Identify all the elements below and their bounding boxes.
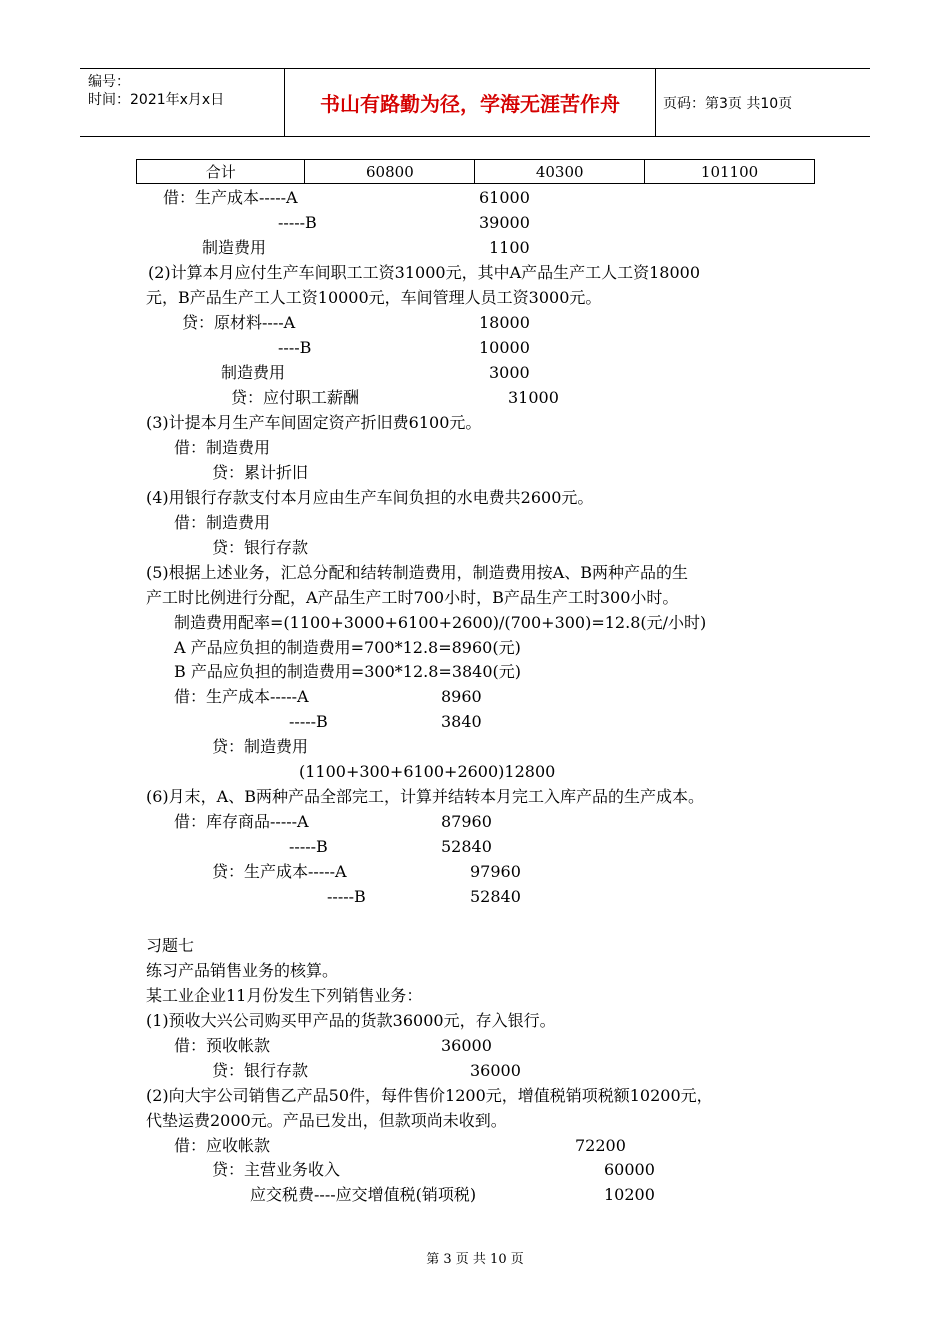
entry-line: 应交税费----应交增值税(销项税) xyxy=(250,1185,477,1204)
header-motto: 书山有路勤为径，学海无涯苦作舟 xyxy=(320,92,620,116)
entry-line: 借：生产成本-----A xyxy=(163,188,298,207)
table-cell: 40300 xyxy=(475,160,645,184)
table-cell: 60800 xyxy=(305,160,475,184)
entry-line: -----B xyxy=(289,712,328,731)
entry-line: 贷：银行存款 xyxy=(212,1061,309,1080)
paragraph-line: (6)月末，A、B两种产品全部完工，计算并结转本月完工入库产品的生产成本。 xyxy=(146,787,704,806)
entry-amount: 3840 xyxy=(441,712,482,731)
paragraph-line: 某工业企业11月份发生下列销售业务： xyxy=(146,986,423,1005)
entry-amount: 39000 xyxy=(479,213,530,232)
table-cell-label: 合计 xyxy=(137,160,305,184)
entry-amount: 36000 xyxy=(470,1061,521,1080)
entry-amount: 61000 xyxy=(479,188,530,207)
entry-line: ----B xyxy=(278,338,312,357)
entry-line: 借：生产成本-----A xyxy=(174,687,309,706)
entry-line: (1100+300+6100+2600)12800 xyxy=(299,762,556,781)
entry-amount: 1100 xyxy=(489,238,530,257)
entry-line: 贷：制造费用 xyxy=(212,737,309,756)
entry-line: 贷：银行存款 xyxy=(212,538,309,557)
entry-line: 贷：主营业务收入 xyxy=(212,1160,341,1179)
entry-amount: 31000 xyxy=(508,388,559,407)
entry-amount: 10000 xyxy=(479,338,530,357)
entry-line: -----B xyxy=(289,837,328,856)
paragraph-line: (1)预收大兴公司购买甲产品的货款36000元，存入银行。 xyxy=(146,1011,556,1030)
header-meta xyxy=(88,73,224,109)
paragraph-line: (2)向大宇公司销售乙产品50件，每件售价1200元，增值税销项税额10200元， xyxy=(146,1086,713,1105)
paragraph-line: 元，B产品生产工人工资10000元，车间管理人员工资3000元。 xyxy=(146,288,602,307)
summary-table xyxy=(136,159,815,184)
table-cell: 101100 xyxy=(645,160,815,184)
number-label: 编号： xyxy=(88,74,130,90)
paragraph-line: 代垫运费2000元。产品已发出，但款项尚未收到。 xyxy=(146,1111,507,1130)
entry-amount: 52840 xyxy=(441,837,492,856)
entry-amount: 10200 xyxy=(604,1185,655,1204)
entry-amount: 60000 xyxy=(604,1160,655,1179)
entry-line: 借：制造费用 xyxy=(174,513,271,532)
entry-line: 贷：生产成本-----A xyxy=(212,862,347,881)
entry-amount: 18000 xyxy=(479,313,530,332)
entry-amount: 97960 xyxy=(470,862,521,881)
paragraph-line: (4)用银行存款支付本月应由生产车间负担的水电费共2600元。 xyxy=(146,488,594,507)
entry-line: 借：应收帐款 xyxy=(174,1136,271,1155)
entry-amount: 72200 xyxy=(575,1136,626,1155)
entry-amount: 87960 xyxy=(441,812,492,831)
formula-line: 制造费用配率=(1100+3000+6100+2600)/(700+300)=12.8(元/小时) xyxy=(174,613,707,632)
entry-line: -----B xyxy=(327,887,366,906)
entry-amount: 3000 xyxy=(489,363,530,382)
document-header xyxy=(80,68,870,137)
paragraph-line: (2)计算本月应付生产车间职工工资31000元，其中A产品生产工人工资18000 xyxy=(148,263,701,282)
formula-line: B 产品应负担的制造费用=300*12.8=3840(元) xyxy=(174,662,522,681)
page-footer: 第 3 页 共 10 页 xyxy=(426,1252,524,1267)
date-label: 时间：2021年x月x日 xyxy=(88,92,225,108)
entry-line: 贷：应付职工薪酬 xyxy=(231,388,360,407)
paragraph-line: (5)根据上述业务，汇总分配和结转制造费用，制造费用按A、B两种产品的生 xyxy=(146,563,688,582)
formula-line: A 产品应负担的制造费用=700*12.8=8960(元) xyxy=(174,638,521,657)
entry-line: 借：制造费用 xyxy=(174,438,271,457)
entry-line: 贷：原材料----A xyxy=(182,313,296,332)
entry-line: 贷：累计折旧 xyxy=(212,463,309,482)
entry-amount: 8960 xyxy=(441,687,482,706)
paragraph-line: 产工时比例进行分配，A产品生产工时700小时，B产品生产工时300小时。 xyxy=(146,588,679,607)
entry-line: 借：库存商品-----A xyxy=(174,812,309,831)
entry-amount: 36000 xyxy=(441,1036,492,1055)
paragraph-line: (3)计提本月生产车间固定资产折旧费6100元。 xyxy=(146,413,482,432)
table-row xyxy=(137,160,815,184)
header-divider xyxy=(655,69,656,136)
page-indicator: 页码：第3页 共10页 xyxy=(663,96,793,112)
entry-line: 借：预收帐款 xyxy=(174,1036,271,1055)
entry-line: -----B xyxy=(278,213,317,232)
entry-line: 制造费用 xyxy=(221,363,286,382)
entry-amount: 52840 xyxy=(470,887,521,906)
entry-line: 制造费用 xyxy=(202,238,267,257)
paragraph-line: 练习产品销售业务的核算。 xyxy=(146,961,339,980)
section-heading: 习题七 xyxy=(146,936,195,955)
